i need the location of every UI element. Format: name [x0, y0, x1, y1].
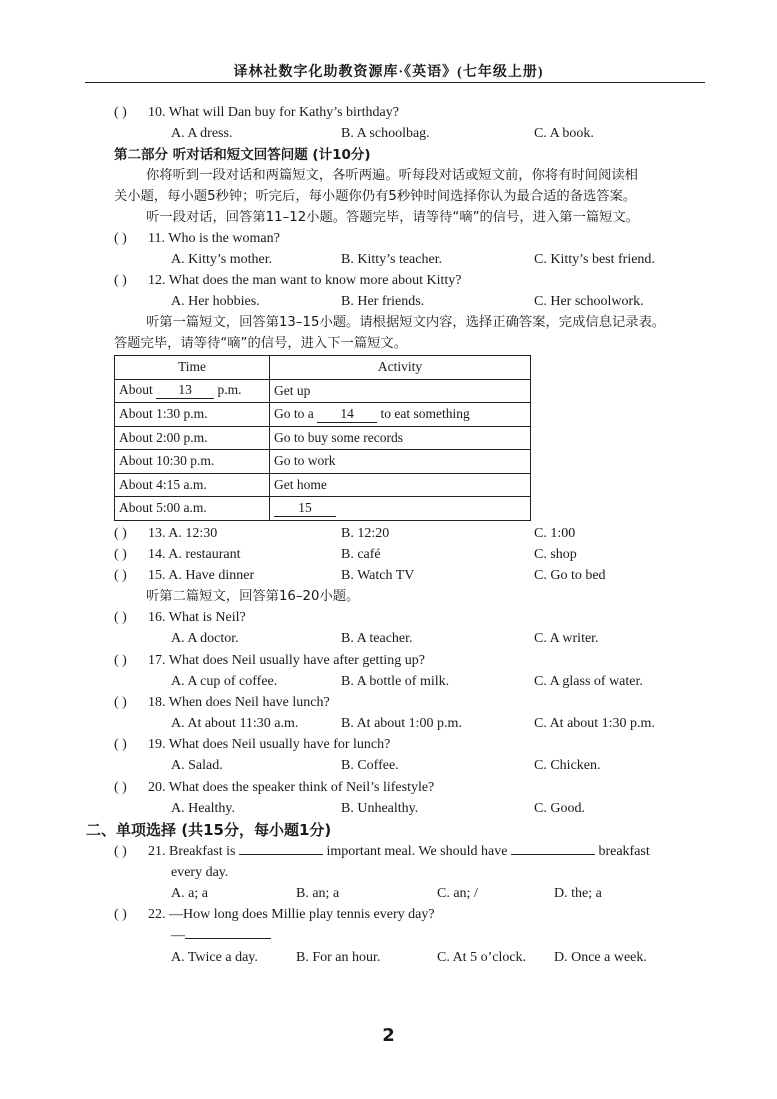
- table-header-row: [115, 356, 531, 380]
- activity-cell: [270, 403, 531, 427]
- activity-suffix: to eat something: [380, 405, 470, 421]
- option-11-c: C. Kitty’s best friend.: [534, 252, 655, 267]
- question-13-option-a: 13. A. 12:30: [148, 526, 218, 541]
- option-14-b: B. café: [341, 547, 381, 562]
- answer-paren-18[interactable]: ( ): [114, 695, 127, 710]
- option-21-b: B. an; a: [296, 886, 340, 901]
- table-row: [115, 473, 531, 497]
- table-row: [115, 497, 531, 521]
- dialogue-instruction: 听一段对话，回答第11–12小题。答题完毕，请等待“嘀”的信号，进入第一篇短文。: [146, 210, 640, 225]
- blank-13[interactable]: 13: [156, 382, 214, 399]
- blank-21-2[interactable]: [511, 854, 595, 855]
- answer-paren-11[interactable]: ( ): [114, 231, 127, 246]
- passage2-instruction: 听第二篇短文，回答第16–20小题。: [146, 589, 360, 604]
- blank-15[interactable]: 15: [274, 500, 336, 517]
- question-16-stem: 16. What is Neil?: [148, 610, 246, 625]
- time-cell: About 10:30 p.m.: [115, 450, 270, 474]
- answer-paren-12[interactable]: ( ): [114, 273, 127, 288]
- activity-cell: Get home: [270, 473, 531, 497]
- table-row: [115, 403, 531, 427]
- question-21-line2: every day.: [171, 865, 229, 880]
- option-19-c: C. Chicken.: [534, 758, 601, 773]
- answer-paren-13[interactable]: ( ): [114, 526, 127, 541]
- running-header: 译林社数字化助教资源库·《英语》(七年级上册): [233, 65, 544, 80]
- part2-title: 第二部分 听对话和短文回答问题 (计10分): [114, 147, 371, 163]
- answer-paren-21[interactable]: ( ): [114, 844, 127, 859]
- option-12-b: B. Her friends.: [341, 294, 425, 309]
- time-suffix: p.m.: [217, 382, 242, 398]
- time-cell: About 1:30 p.m.: [115, 403, 270, 427]
- blank-21-1[interactable]: [239, 854, 323, 855]
- option-11-a: A. Kitty’s mother.: [171, 252, 273, 267]
- option-17-c: C. A glass of water.: [534, 674, 643, 689]
- option-19-b: B. Coffee.: [341, 758, 399, 773]
- question-17-stem: 17. What does Neil usually have after getting up?: [148, 653, 425, 668]
- question-10-stem: 10. What will Dan buy for Kathy’s birthday?: [148, 105, 399, 120]
- table-row: [115, 426, 531, 450]
- blank-22[interactable]: [185, 938, 271, 939]
- question-18-stem: 18. When does Neil have lunch?: [148, 695, 330, 710]
- question-21-part1: 21. Breakfast is: [148, 844, 236, 859]
- passage1-instruction-line1: 听第一篇短文，回答第13–15小题。请根据短文内容，选择正确答案，完成信息记录表。: [146, 315, 666, 330]
- activity-cell: Go to buy some records: [270, 426, 531, 450]
- part2-intro-line2: 关小题，每小题5秒钟；听完后，每小题你仍有5秒钟时间选择你认为最合适的备选答案。: [114, 189, 637, 204]
- time-cell: [115, 379, 270, 403]
- option-17-a: A. A cup of coffee.: [171, 674, 278, 689]
- question-19-stem: 19. What does Neil usually have for lunch?: [148, 737, 391, 752]
- blank-14[interactable]: 14: [317, 406, 377, 423]
- question-22-stem: 22. —How long does Millie play tennis every day?: [148, 907, 435, 922]
- response-dash: —: [171, 928, 185, 943]
- option-20-b: B. Unhealthy.: [341, 801, 419, 816]
- passage1-instruction-line2: 答题完毕，请等待“嘀”的信号，进入下一篇短文。: [114, 336, 408, 351]
- question-21-part3: breakfast: [598, 844, 650, 859]
- option-10-b: B. A schoolbag.: [341, 126, 430, 141]
- answer-paren-15[interactable]: ( ): [114, 568, 127, 583]
- activity-cell: Get up: [270, 379, 531, 403]
- table-row: [115, 379, 531, 403]
- activity-cell: Go to work: [270, 450, 531, 474]
- time-prefix: About: [119, 382, 153, 398]
- time-cell: About 5:00 a.m.: [115, 497, 270, 521]
- table-header-time: Time: [115, 356, 270, 380]
- option-12-a: A. Her hobbies.: [171, 294, 260, 309]
- option-21-a: A. a; a: [171, 886, 208, 901]
- table-row: [115, 450, 531, 474]
- option-22-a: A. Twice a day.: [171, 950, 258, 965]
- option-10-c: C. A book.: [534, 126, 594, 141]
- option-15-b: B. Watch TV: [341, 568, 415, 583]
- answer-paren-14[interactable]: ( ): [114, 547, 127, 562]
- question-20-stem: 20. What does the speaker think of Neil’s lifestyle?: [148, 780, 435, 795]
- question-21-part2: important meal. We should have: [326, 844, 508, 859]
- answer-paren-17[interactable]: ( ): [114, 653, 127, 668]
- answer-paren-20[interactable]: ( ): [114, 780, 127, 795]
- info-record-table: [114, 355, 531, 521]
- option-22-c: C. At 5 o’clock.: [437, 950, 527, 965]
- option-20-c: C. Good.: [534, 801, 585, 816]
- option-10-a: A. A dress.: [171, 126, 233, 141]
- part2-intro-line1: 你将听到一段对话和两篇短文，各听两遍。听每段对话或短文前，你将有时间阅读相: [146, 168, 638, 183]
- option-16-b: B. A teacher.: [341, 631, 413, 646]
- option-13-b: B. 12:20: [341, 526, 390, 541]
- option-17-b: B. A bottle of milk.: [341, 674, 450, 689]
- option-15-c: C. Go to bed: [534, 568, 606, 583]
- question-15-option-a: 15. A. Have dinner: [148, 568, 255, 583]
- option-20-a: A. Healthy.: [171, 801, 236, 816]
- option-18-a: A. At about 11:30 a.m.: [171, 716, 299, 731]
- time-cell: About 2:00 p.m.: [115, 426, 270, 450]
- option-11-b: B. Kitty’s teacher.: [341, 252, 443, 267]
- option-22-b: B. For an hour.: [296, 950, 381, 965]
- time-cell: About 4:15 a.m.: [115, 473, 270, 497]
- question-12-stem: 12. What does the man want to know more about Kitty?: [148, 273, 462, 288]
- page-number: 2: [382, 1025, 395, 1046]
- activity-cell: [270, 497, 531, 521]
- section2-title: 二、单项选择 (共15分，每小题1分): [86, 821, 332, 839]
- option-16-c: C. A writer.: [534, 631, 599, 646]
- option-14-c: C. shop: [534, 547, 577, 562]
- option-21-d: D. the; a: [554, 886, 602, 901]
- header-rule: [85, 82, 705, 83]
- option-21-c: C. an; /: [437, 886, 478, 901]
- answer-paren-22[interactable]: ( ): [114, 907, 127, 922]
- option-18-b: B. At about 1:00 p.m.: [341, 716, 462, 731]
- option-19-a: A. Salad.: [171, 758, 223, 773]
- answer-paren-10[interactable]: ( ): [114, 105, 127, 120]
- option-13-c: C. 1:00: [534, 526, 576, 541]
- table-header-activity: Activity: [270, 356, 531, 380]
- option-22-d: D. Once a week.: [554, 950, 647, 965]
- option-18-c: C. At about 1:30 p.m.: [534, 716, 655, 731]
- option-16-a: A. A doctor.: [171, 631, 239, 646]
- answer-paren-16[interactable]: ( ): [114, 610, 127, 625]
- question-14-option-a: 14. A. restaurant: [148, 547, 241, 562]
- option-12-c: C. Her schoolwork.: [534, 294, 644, 309]
- activity-prefix: Go to a: [274, 405, 314, 421]
- question-21-stem: [148, 843, 650, 861]
- question-22-response: [171, 927, 271, 945]
- question-11-stem: 11. Who is the woman?: [148, 231, 280, 246]
- answer-paren-19[interactable]: ( ): [114, 737, 127, 752]
